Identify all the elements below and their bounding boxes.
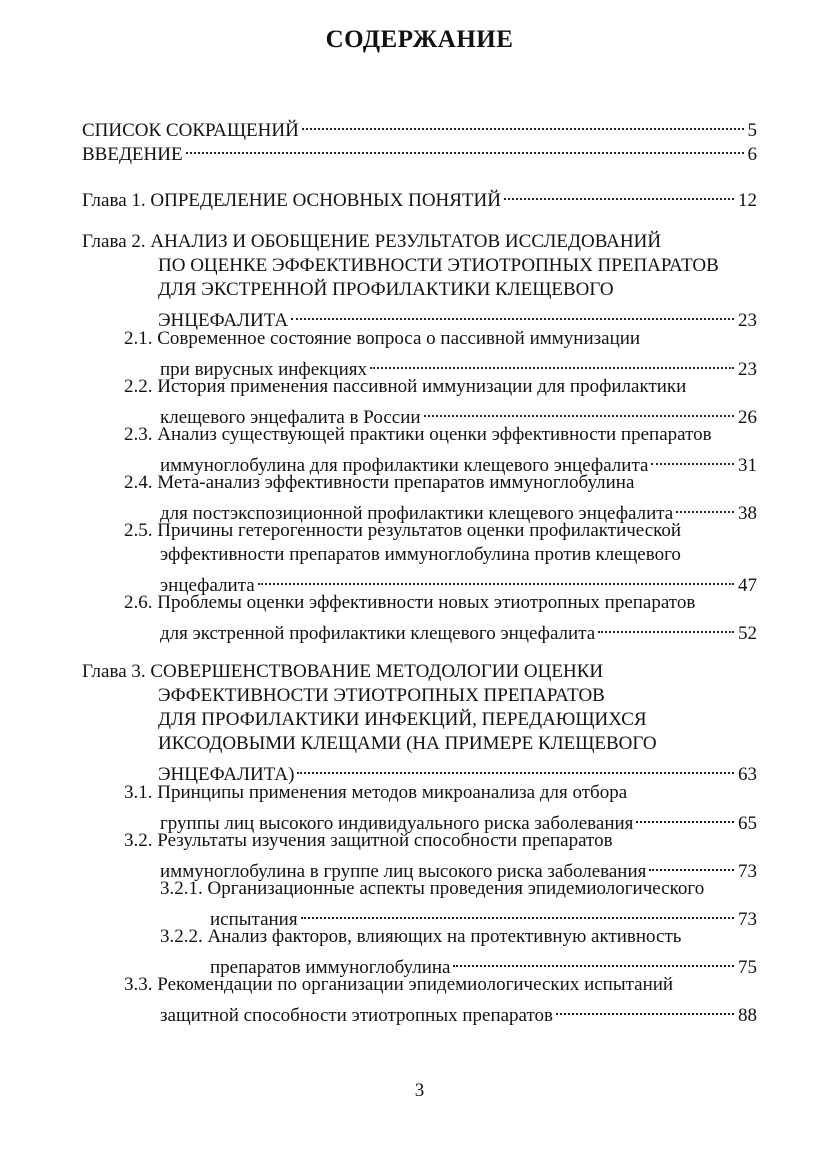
toc-chapter-3-line-2: ЭФФЕКТИВНОСТИ ЭТИОТРОПНЫХ ПРЕПАРАТОВ — [158, 685, 605, 706]
toc-entry-introduction — [82, 136, 757, 167]
toc-page-number: 12 — [738, 190, 757, 211]
toc-page-number: 5 — [747, 120, 757, 141]
toc-entry-text: для экстренной профилактики клещевого энцефалита — [160, 623, 596, 644]
toc-entry-text: ЭНЦЕФАЛИТА) — [158, 764, 295, 785]
page-number-footer: 3 — [414, 1080, 425, 1101]
toc-section-2-2-line-1: 2.2. История применения пассивной иммунизации для профилактики — [124, 376, 687, 397]
toc-chapter-3-line-3: ДЛЯ ПРОФИЛАКТИКИ ИНФЕКЦИЙ, ПЕРЕДАЮЩИХСЯ — [158, 709, 647, 730]
toc-section-2-5-line-1: 2.5. Причины гетерогенности результатов оценки профилактической — [124, 520, 682, 541]
toc-section-3-3-line-1: 3.3. Рекомендации по организации эпидемиологических испытаний — [124, 974, 674, 995]
leader-dots — [676, 495, 734, 519]
toc-page-number: 47 — [738, 575, 757, 596]
leader-dots — [636, 805, 734, 829]
leader-dots — [258, 567, 734, 591]
toc-entry-text: для постэкспозиционной профилактики клещевого энцефалита — [160, 503, 674, 524]
toc-section-3-1-line-1: 3.1. Принципы применения методов микроанализа для отбора — [124, 782, 628, 803]
toc-page-number: 23 — [738, 310, 757, 331]
toc-entry-chapter-1 — [82, 182, 757, 213]
leader-dots — [302, 112, 744, 136]
toc-section-2-3-line-1: 2.3. Анализ существующей практики оценки эффективности препаратов — [124, 424, 712, 445]
toc-entry-section-3-3 — [160, 997, 757, 1028]
leader-dots — [598, 615, 734, 639]
toc-section-2-1-line-1: 2.1. Современное состояние вопроса о пассивной иммунизации — [124, 328, 641, 349]
toc-section-3-2-line-1: 3.2. Результаты изучения защитной способности препаратов — [124, 830, 613, 851]
toc-chapter-3-line-4: ИКСОДОВЫМИ КЛЕЩАМИ (НА ПРИМЕРЕ КЛЕЩЕВОГО — [158, 733, 657, 754]
leader-dots — [291, 302, 734, 326]
toc-page-number: 73 — [738, 861, 757, 882]
toc-section-3-2-2-line-1: 3.2.2. Анализ факторов, влияющих на протективную активность — [160, 926, 682, 947]
toc-page-number: 65 — [738, 813, 757, 834]
toc-page-number: 63 — [738, 764, 757, 785]
toc-entry-text: иммуноглобулина в группе лиц высокого риска заболевания — [160, 861, 647, 882]
toc-entry-text: энцефалита — [160, 575, 255, 596]
leader-dots — [504, 182, 734, 206]
toc-page-number: 73 — [738, 909, 757, 930]
leader-dots — [453, 949, 734, 973]
toc-chapter-2-line-1: Глава 2. АНАЛИЗ И ОБОБЩЕНИЕ РЕЗУЛЬТАТОВ ИССЛЕДОВАНИЙ — [82, 231, 662, 252]
toc-section-3-2-1-line-1: 3.2.1. Организационные аспекты проведения эпидемиологического — [160, 878, 705, 899]
toc-entry-text: СПИСОК СОКРАЩЕНИЙ — [82, 120, 299, 141]
leader-dots — [186, 136, 744, 160]
toc-section-2-5-line-2: эффективности препаратов иммуноглобулина против клещевого — [160, 544, 681, 565]
toc-page-number: 23 — [738, 359, 757, 380]
toc-entry-text: ВВЕДЕНИЕ — [82, 144, 183, 165]
toc-chapter-3-line-1: Глава 3. СОВЕРШЕНСТВОВАНИЕ МЕТОДОЛОГИИ ОЦЕНКИ — [82, 661, 604, 682]
toc-section-2-4-line-1: 2.4. Мета-анализ эффективности препаратов иммуноглобулина — [124, 472, 635, 493]
toc-page-number: 88 — [738, 1005, 757, 1026]
toc-entry-text: ЭНЦЕФАЛИТА — [158, 310, 289, 331]
leader-dots — [424, 399, 734, 423]
toc-page-number: 52 — [738, 623, 757, 644]
toc-chapter-2-line-3: ДЛЯ ЭКСТРЕННОЙ ПРОФИЛАКТИКИ КЛЕЩЕВОГО — [158, 279, 614, 300]
toc-entry-text: группы лиц высокого индивидуального риска заболевания — [160, 813, 634, 834]
toc-page-number: 38 — [738, 503, 757, 524]
toc-entry-text: клещевого энцефалита в России — [160, 407, 421, 428]
toc-page-number: 26 — [738, 407, 757, 428]
leader-dots — [301, 901, 734, 925]
toc-entry-text: испытания — [210, 909, 298, 930]
toc-entry-text: препаратов иммуноглобулина — [210, 957, 451, 978]
toc-entry-section-2-6 — [160, 615, 757, 646]
toc-page-number: 31 — [738, 455, 757, 476]
leader-dots — [297, 756, 734, 780]
toc-section-2-6-line-1: 2.6. Проблемы оценки эффективности новых этиотропных препаратов — [124, 592, 696, 613]
toc-page-number: 6 — [747, 144, 757, 165]
leader-dots — [651, 447, 734, 471]
page-title: СОДЕРЖАНИЕ — [325, 26, 514, 53]
leader-dots — [649, 853, 734, 877]
toc-entry-text: защитной способности этиотропных препаратов — [160, 1005, 554, 1026]
toc-chapter-2-line-2: ПО ОЦЕНКЕ ЭФФЕКТИВНОСТИ ЭТИОТРОПНЫХ ПРЕПАРАТОВ — [158, 255, 719, 276]
leader-dots — [556, 997, 734, 1021]
toc-page-number: 75 — [738, 957, 757, 978]
toc-entry-text: Глава 1. ОПРЕДЕЛЕНИЕ ОСНОВНЫХ ПОНЯТИЙ — [82, 190, 501, 211]
toc-entry-text: иммуноглобулина для профилактики клещевого энцефалита — [160, 455, 649, 476]
leader-dots — [370, 351, 734, 375]
toc-entry-text: при вирусных инфекциях — [160, 359, 367, 380]
